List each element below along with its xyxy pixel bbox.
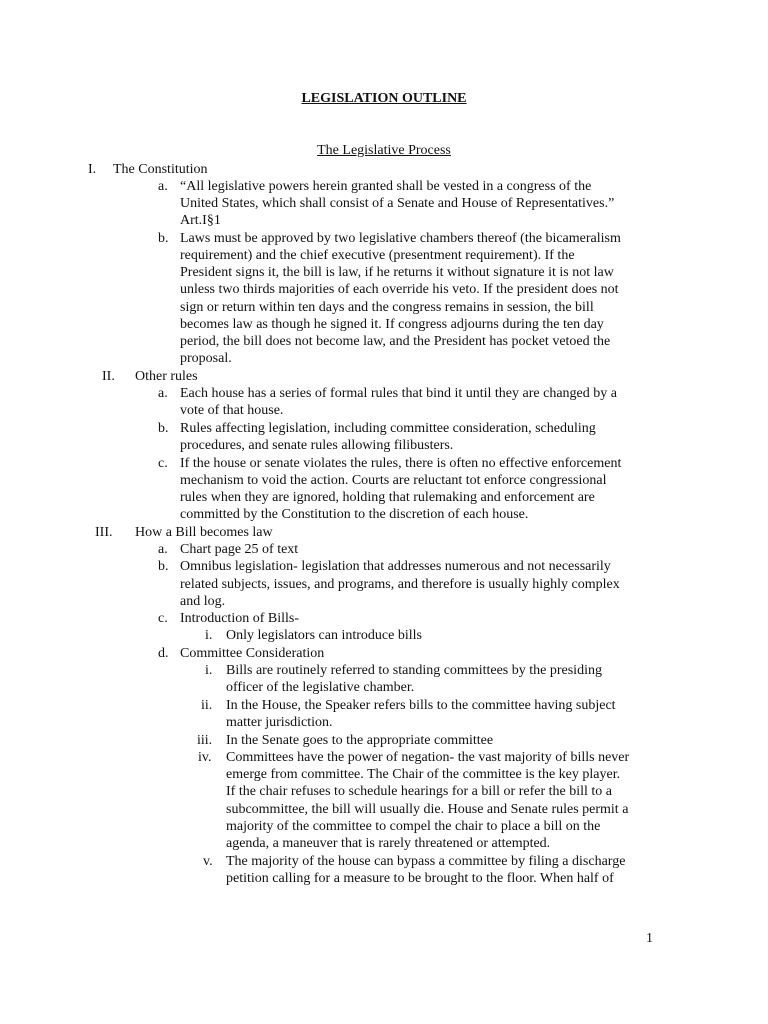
outline-marker-I: I. (88, 162, 97, 177)
list-item-line: requirement) and the chief executive (presentment requirement). If the (180, 248, 575, 263)
list-item-line: unless two thirds majorities of each override his veto. If the president does not (180, 282, 619, 297)
list-marker: i. (205, 663, 213, 678)
outline-marker-III: III. (95, 525, 113, 540)
list-item-line: If the house or senate violates the rules, there is often no effective enforcement (180, 456, 622, 471)
list-item-line: vote of that house. (180, 403, 284, 418)
list-marker: iv. (198, 750, 212, 765)
outline-marker-II: II. (102, 369, 115, 384)
list-item-line: Omnibus legislation- legislation that addresses numerous and not necessarily (180, 559, 611, 574)
list-item-line: Committee Consideration (180, 646, 325, 661)
list-marker: i. (205, 628, 213, 643)
list-item-line: subcommittee, the bill will usually die. House and Senate rules permit a (226, 802, 629, 817)
list-item-line: In the Senate goes to the appropriate committee (226, 733, 494, 748)
list-marker: c. (158, 456, 168, 471)
list-item-line: Only legislators can introduce bills (226, 628, 422, 643)
list-item-line: Laws must be approved by two legislative chambers thereof (the bicameralism (180, 231, 621, 246)
list-item-line: sign or return within ten days and the congress remains in session, the bill (180, 300, 594, 315)
list-item-line: President signs it, the bill is law, if he returns it without signature it is not law (180, 265, 614, 280)
list-item-line: becomes law as though he signed it. If congress adjourns during the ten day (180, 317, 604, 332)
list-item-line: majority of the committee to compel the chair to place a bill on the (226, 819, 601, 834)
list-item-line: Committees have the power of negation- the vast majority of bills never (226, 750, 630, 765)
list-item-line: related subjects, issues, and programs, and therefore is usually highly complex (180, 577, 620, 592)
list-item-line: The majority of the house can bypass a committee by filing a discharge (226, 854, 626, 869)
section-subtitle: The Legislative Process (317, 143, 451, 158)
list-marker: a. (158, 179, 168, 194)
list-item-line: United States, which shall consist of a Senate and House of Representatives.” (180, 196, 615, 211)
list-item-line: procedures, and senate rules allowing filibusters. (180, 438, 454, 453)
list-marker: b. (158, 559, 169, 574)
list-item-line: agenda, a maneuver that is rarely threatened or attempted. (226, 836, 551, 851)
list-item-line: In the House, the Speaker refers bills to the committee having subject (226, 698, 616, 713)
list-item-line: emerge from committee. The Chair of the committee is the key player. (226, 767, 621, 782)
list-marker: iii. (197, 733, 213, 748)
list-item-line: “All legislative powers herein granted shall be vested in a congress of the (180, 179, 592, 194)
page-number: 1 (646, 931, 653, 946)
list-marker: ii. (201, 698, 213, 713)
list-item-line: Rules affecting legislation, including committee consideration, scheduling (180, 421, 596, 436)
list-item-line: mechanism to void the action. Courts are reluctant tot enforce congressional (180, 473, 607, 488)
list-item-line: If the chair refuses to schedule hearings for a bill or refer the bill to a (226, 784, 613, 799)
list-item-line: matter jurisdiction. (226, 715, 333, 730)
list-item-line: and log. (180, 594, 226, 609)
list-item-line: Bills are routinely referred to standing committees by the presiding (226, 663, 602, 678)
list-item-line: Introduction of Bills- (180, 611, 299, 626)
list-item-line: petition calling for a measure to be brought to the floor. When half of (226, 871, 614, 886)
list-item-line: rules when they are ignored, holding that rulemaking and enforcement are (180, 490, 595, 505)
list-marker: c. (158, 611, 168, 626)
outline-heading-constitution: The Constitution (113, 162, 208, 177)
outline-heading-how-bill-becomes-law: How a Bill becomes law (135, 525, 273, 540)
list-item-line: Each house has a series of formal rules that bind it until they are changed by a (180, 386, 617, 401)
list-marker: d. (158, 646, 169, 661)
list-item-line: Art.I§1 (180, 213, 221, 228)
list-item-line: committed by the Constitution to the discretion of each house. (180, 507, 529, 522)
document-title: LEGISLATION OUTLINE (301, 91, 467, 106)
list-marker: b. (158, 231, 169, 246)
list-item-line: period, the bill does not become law, and the President has pocket vetoed the (180, 334, 611, 349)
list-marker: a. (158, 542, 168, 557)
list-marker: b. (158, 421, 169, 436)
list-item-line: officer of the legislative chamber. (226, 680, 415, 695)
list-item-line: proposal. (180, 351, 232, 366)
list-item-line: Chart page 25 of text (180, 542, 299, 557)
list-marker: a. (158, 386, 168, 401)
outline-heading-other-rules: Other rules (135, 369, 198, 384)
list-marker: v. (203, 854, 213, 869)
